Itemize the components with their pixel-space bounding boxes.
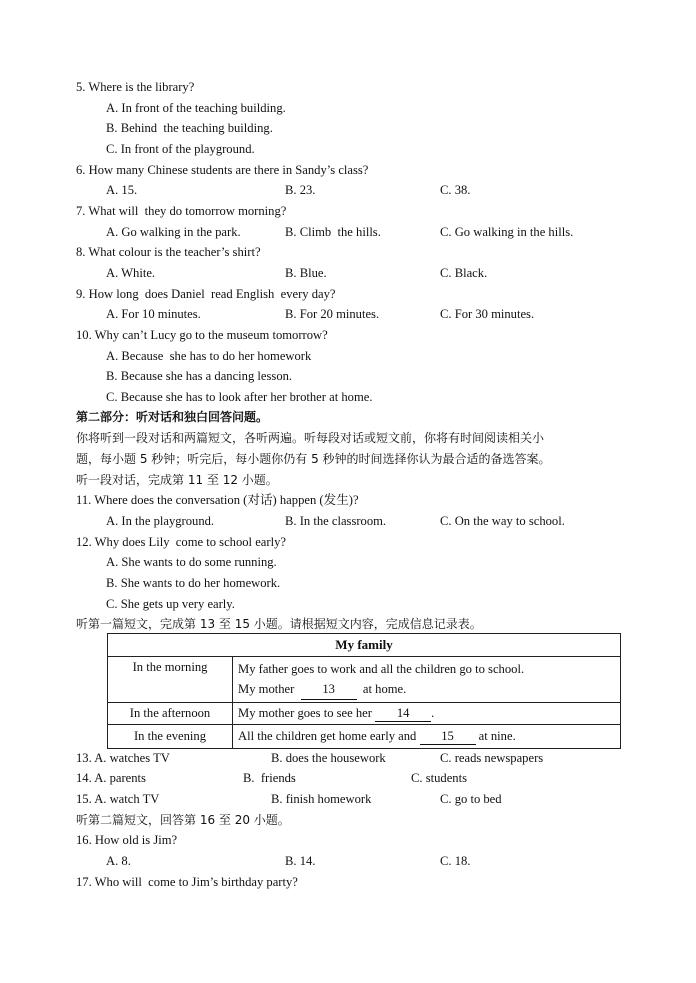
q13-option-a: 13. A. watches TV bbox=[76, 751, 170, 765]
passage1-intro: 听第一篇短文，完成第 13 至 15 小题。请根据短文内容，完成信息记录表。 bbox=[76, 617, 482, 631]
q12-option-c: C. She gets up very early. bbox=[106, 597, 235, 611]
morning-line2-post: at home. bbox=[356, 682, 407, 696]
q7-option-c: C. Go walking in the hills. bbox=[440, 225, 574, 239]
q6-option-c: C. 38. bbox=[440, 183, 471, 197]
question-6: 6. How many Chinese students are there in Sandy’s class? bbox=[76, 163, 369, 177]
q7-option-a: A. Go walking in the park. bbox=[106, 225, 241, 239]
q8-option-b: B. Blue. bbox=[285, 266, 327, 280]
morning-line2-pre: My mother bbox=[238, 682, 301, 696]
q5-option-b: B. Behind the teaching building. bbox=[106, 121, 273, 135]
q15-option-a: 15. A. watch TV bbox=[76, 792, 160, 806]
q13-option-c: C. reads newspapers bbox=[440, 751, 544, 765]
q9-option-b: B. For 20 minutes. bbox=[285, 307, 380, 321]
q16-option-b: B. 14. bbox=[285, 854, 316, 868]
row-label-evening: In the evening bbox=[108, 725, 233, 749]
q13-option-b: B. does the housework bbox=[271, 751, 386, 765]
question-12: 12. Why does Lily come to school early? bbox=[76, 535, 286, 549]
q14-option-a: 14. A. parents bbox=[76, 771, 146, 785]
part2-heading: 第二部分：听对话和独白回答问题。 bbox=[76, 410, 269, 424]
question-5: 5. Where is the library? bbox=[76, 80, 195, 94]
row-content-afternoon bbox=[233, 703, 621, 725]
afternoon-pre: My mother goes to see her bbox=[238, 705, 376, 720]
table-title: My family bbox=[108, 634, 621, 657]
q6-option-a: A. 15. bbox=[106, 183, 138, 197]
q14-option-b: B. friends bbox=[243, 771, 296, 785]
question-10: 10. Why can’t Lucy go to the museum tomorrow? bbox=[76, 328, 328, 342]
question-17: 17. Who will come to Jim’s birthday party? bbox=[76, 875, 298, 889]
q8-option-a: A. White. bbox=[106, 266, 156, 280]
q16-option-c: C. 18. bbox=[440, 854, 471, 868]
q11-option-b: B. In the classroom. bbox=[285, 514, 387, 528]
morning-line1: My father goes to work and all the children go to school. bbox=[238, 662, 525, 676]
q16-option-a: A. 8. bbox=[106, 854, 131, 868]
part2-intro-line2: 题，每小题 5 秒钟；听完后，每小题你仍有 5 秒钟的时间选择你认为最合适的备选答案。 bbox=[76, 452, 551, 466]
row-label-afternoon: In the afternoon bbox=[108, 703, 233, 725]
q9-option-c: C. For 30 minutes. bbox=[440, 307, 535, 321]
row-content-morning bbox=[233, 657, 621, 703]
q12-option-a: A. She wants to do some running. bbox=[106, 555, 277, 569]
q10-option-b: B. Because she has a dancing lesson. bbox=[106, 369, 293, 383]
question-9: 9. How long does Daniel read English every day? bbox=[76, 287, 336, 301]
blank-13: 13 bbox=[301, 679, 357, 700]
question-11: 11. Where does the conversation (对话) happen (发生)? bbox=[76, 493, 359, 507]
q11-option-c: C. On the way to school. bbox=[440, 514, 565, 528]
passage2-intro: 听第二篇短文，回答第 16 至 20 小题。 bbox=[76, 813, 290, 827]
q9-option-a: A. For 10 minutes. bbox=[106, 307, 201, 321]
afternoon-post: . bbox=[431, 705, 435, 720]
question-8: 8. What colour is the teacher’s shirt? bbox=[76, 245, 261, 259]
q6-option-b: B. 23. bbox=[285, 183, 316, 197]
row-label-morning: In the morning bbox=[108, 657, 233, 703]
q11-option-a: A. In the playground. bbox=[106, 514, 215, 528]
row-content-evening bbox=[233, 725, 621, 749]
q7-option-b: B. Climb the hills. bbox=[285, 225, 381, 239]
blank-14: 14 bbox=[375, 706, 431, 722]
question-16: 16. How old is Jim? bbox=[76, 833, 178, 847]
evening-pre: All the children get home early and bbox=[238, 728, 420, 743]
evening-post: at nine. bbox=[475, 728, 516, 743]
q14-option-c: C. students bbox=[411, 771, 467, 785]
question-7: 7. What will they do tomorrow morning? bbox=[76, 204, 287, 218]
q12-option-b: B. She wants to do her homework. bbox=[106, 576, 281, 590]
info-record-table bbox=[107, 633, 621, 749]
q15-option-c: C. go to bed bbox=[440, 792, 502, 806]
morning-line2 bbox=[238, 679, 620, 700]
part2-intro-line1: 你将听到一段对话和两篇短文，各听两遍。听每段对话或短文前，你将有时间阅读相关小 bbox=[76, 431, 545, 445]
q15-option-b: B. finish homework bbox=[271, 792, 372, 806]
q5-option-a: A. In front of the teaching building. bbox=[106, 101, 286, 115]
dialogue-intro: 听一段对话，完成第 11 至 12 小题。 bbox=[76, 473, 278, 487]
q5-option-c: C. In front of the playground. bbox=[106, 142, 255, 156]
q10-option-a: A. Because she has to do her homework bbox=[106, 349, 312, 363]
q10-option-c: C. Because she has to look after her brother at home. bbox=[106, 390, 373, 404]
q8-option-c: C. Black. bbox=[440, 266, 488, 280]
blank-15: 15 bbox=[420, 729, 476, 745]
